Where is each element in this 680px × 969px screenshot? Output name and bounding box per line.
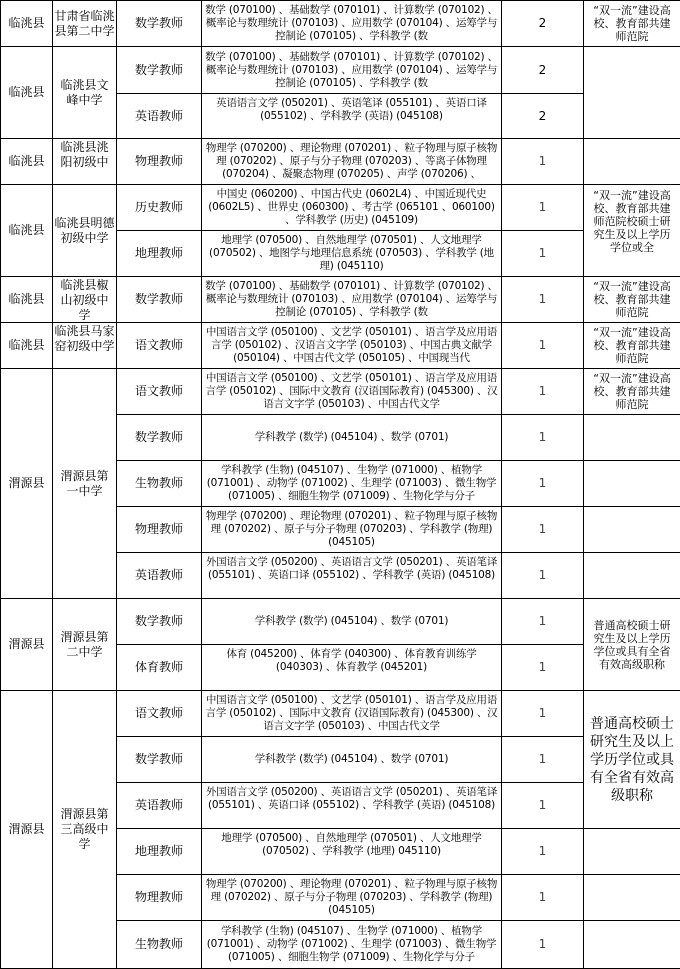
majors-cell: 中国语言文学 (050100) 、文艺学 (050101) 、语言学及应用语言学 (050102) 、国际中文教育 (汉语国际教育) (045300) 、汉语言文字学 (050103) 、中国古代文学 — [202, 369, 502, 415]
position-cell: 物理教师 — [117, 507, 202, 553]
position-cell: 数学教师 — [117, 599, 202, 645]
school-cell: 临洮县椒山初级中学 — [53, 277, 117, 323]
majors-cell: 英语语言文学 (050201) 、英语笔译 (055101) 、英语口译 (055102) 、学科教学 (英语) (045108) — [202, 94, 502, 139]
majors-cell: 学科教学 (生物) (045107) 、生物学 (071000) 、植物学 (071001) 、动物学 (071002) 、生理学 (071003) 、微生物学 (071005) 、细胞生物学 (071009) 、生物化学与分子 — [202, 921, 502, 969]
position-cell: 数学教师 — [117, 47, 202, 94]
county-cell: 临洮县 — [1, 185, 53, 277]
majors-cell: 学科教学 (数学) (045104) 、数学 (0701) — [202, 415, 502, 461]
majors-cell: 数学 (070100) 、基础数学 (070101) 、计算数学 (070102) 、概率论与数理统计 (070103) 、应用数学 (070104) 、运筹学与控制论 (070105) 、学科教学 (数 — [202, 277, 502, 323]
majors-cell: 地理学 (070500) 、自然地理学 (070501) 、人文地理学 (070502) 、地图学与地理信息系统 (070503) 、学科教学 (地理) (045110) — [202, 231, 502, 277]
table-row — [1, 47, 680, 94]
school-cell: 甘肃省临洮县第二中学 — [53, 1, 117, 47]
count-cell: 1 — [502, 829, 584, 875]
requirement-cell — [584, 553, 680, 599]
school-cell: 临洮县洮阳初级中 — [53, 139, 117, 185]
requirement-cell — [584, 461, 680, 507]
table-row — [1, 369, 680, 415]
requirement-cell — [584, 47, 680, 139]
count-cell: 2 — [502, 47, 584, 94]
table-row — [1, 185, 680, 231]
table-row — [1, 691, 680, 737]
county-cell: 渭源县 — [1, 599, 53, 691]
majors-cell: 学科教学 (生物) (045107) 、生物学 (071000) 、植物学 (071001) 、动物学 (071002) 、生理学 (071003) 、微生物学 (071005) 、细胞生物学 (071009) 、生物化学与分子 — [202, 461, 502, 507]
count-cell: 1 — [502, 139, 584, 185]
position-cell: 地理教师 — [117, 829, 202, 875]
county-cell: 临洮县 — [1, 47, 53, 139]
count-cell: 1 — [502, 323, 584, 369]
county-cell: 渭源县 — [1, 369, 53, 599]
position-cell: 语文教师 — [117, 369, 202, 415]
majors-cell: 地理学 (070500) 、自然地理学 (070501) 、人文地理学 (070502) 、学科教学 (地理) 045110) — [202, 829, 502, 875]
count-cell: 1 — [502, 185, 584, 231]
school-cell: 临洮县文峰中学 — [53, 47, 117, 139]
table-row — [1, 139, 680, 185]
requirement-cell — [584, 921, 680, 969]
count-cell: 1 — [502, 461, 584, 507]
school-cell: 渭源县第三高级中学 — [53, 691, 117, 969]
school-cell: 渭源县第二中学 — [53, 599, 117, 691]
count-cell: 1 — [502, 737, 584, 783]
position-cell: 数学教师 — [117, 415, 202, 461]
majors-cell: 中国语言文学 (050100) 、文艺学 (050101) 、语言学及应用语言学 (050102) 、国际中文教育 (汉语国际教育) (045300) 、汉语言文字学 (050103) 、中国古代文学 — [202, 691, 502, 737]
county-cell: 临洮县 — [1, 277, 53, 323]
position-cell: 体育教师 — [117, 645, 202, 691]
position-cell: 语文教师 — [117, 691, 202, 737]
position-cell: 英语教师 — [117, 783, 202, 829]
position-cell: 物理教师 — [117, 875, 202, 921]
majors-cell: 体育 (045200) 、体育学 (040300) 、体育教育训练学 (040303) 、体育教学 (045201) — [202, 645, 502, 691]
position-cell: 物理教师 — [117, 139, 202, 185]
majors-cell: 学科教学 (数学) (045104) 、数学 (0701) — [202, 599, 502, 645]
requirement-cell: “双一流”建设高校、教育部共建师范院 — [584, 1, 680, 47]
position-cell: 历史教师 — [117, 185, 202, 231]
school-cell: 临洮县明德初级中学 — [53, 185, 117, 277]
count-cell: 1 — [502, 277, 584, 323]
count-cell: 1 — [502, 875, 584, 921]
count-cell: 1 — [502, 369, 584, 415]
requirement-cell: “双一流”建设高校、教育部共建师范院 — [584, 369, 680, 415]
county-cell: 渭源县 — [1, 691, 53, 969]
position-cell: 英语教师 — [117, 553, 202, 599]
count-cell: 1 — [502, 507, 584, 553]
majors-cell: 数学 (070100) 、基础数学 (070101) 、计算数学 (070102) 、概率论与数理统计 (070103) 、应用数学 (070104) 、运筹学与控制论 (070105) 、学科教学 (数 — [202, 1, 502, 47]
count-cell: 1 — [502, 415, 584, 461]
requirement-cell — [584, 415, 680, 461]
requirement-cell: “双一流”建设高校、教育部共建师范院 — [584, 323, 680, 369]
county-cell: 临洮县 — [1, 1, 53, 47]
majors-cell: 物理学 (070200) 、理论物理 (070201) 、粒子物理与原子核物理 (070202) 、原子与分子物理 (070203) 、学科教学 (物理) (045105) — [202, 875, 502, 921]
requirement-cell: 普通高校硕士研究生及以上学历学位或具有全省有效高级职称 — [584, 691, 680, 829]
position-cell: 地理教师 — [117, 231, 202, 277]
requirement-cell — [584, 139, 680, 185]
position-cell: 数学教师 — [117, 1, 202, 47]
school-cell: 临洮县马家窑初级中学 — [53, 323, 117, 369]
position-cell: 生物教师 — [117, 461, 202, 507]
requirement-cell — [584, 875, 680, 921]
requirement-cell: 普通高校硕士研究生及以上学历学位或具有全省有效高级职称 — [584, 599, 680, 691]
requirement-cell — [584, 829, 680, 875]
position-cell: 语文教师 — [117, 323, 202, 369]
majors-cell: 外国语言文学 (050200) 、英语语言文学 (050201) 、英语笔译 (055101) 、英语口译 (055102) 、学科教学 (英语) (045108) — [202, 783, 502, 829]
count-cell: 2 — [502, 1, 584, 47]
table-row — [1, 1, 680, 47]
county-cell: 临洮县 — [1, 139, 53, 185]
majors-cell: 中国语言文学 (050100) 、文艺学 (050101) 、语言学及应用语言学 (050102) 、汉语言文字学 (050103) 、中国古典文献学 (050104) 、中国古代文学 (050105) 、中国现当代 — [202, 323, 502, 369]
county-cell: 临洮县 — [1, 323, 53, 369]
majors-cell: 数学 (070100) 、基础数学 (070101) 、计算数学 (070102) 、概率论与数理统计 (070103) 、应用数学 (070104) 、运筹学与控制论 (070105) 、学科教学 (数 — [202, 47, 502, 94]
position-cell: 英语教师 — [117, 94, 202, 139]
requirement-cell: “双一流”建设高校、教育部共建师范院 — [584, 277, 680, 323]
count-cell: 1 — [502, 921, 584, 969]
table-row — [1, 323, 680, 369]
count-cell: 1 — [502, 599, 584, 645]
table-row — [1, 277, 680, 323]
majors-cell: 物理学 (070200) 、理论物理 (070201) 、粒子物理与原子核物理 (070202) 、原子与分子物理 (070203) 、等离子体物理 (070204) 、凝聚态物理 (070205) 、声学 (070206) 、 — [202, 139, 502, 185]
count-cell: 2 — [502, 94, 584, 139]
requirement-cell: “双一流”建设高校、教育部共建师范院校硕士研究生及以上学历学位或全 — [584, 185, 680, 277]
count-cell: 1 — [502, 783, 584, 829]
count-cell: 1 — [502, 691, 584, 737]
position-cell: 生物教师 — [117, 921, 202, 969]
count-cell: 1 — [502, 645, 584, 691]
position-cell: 数学教师 — [117, 737, 202, 783]
majors-cell: 外国语言文学 (050200) 、英语语言文学 (050201) 、英语笔译 (055101) 、英语口译 (055102) 、学科教学 (英语) (045108) — [202, 553, 502, 599]
table-row — [1, 599, 680, 645]
majors-cell: 中国史 (060200) 、中国古代史 (0602L4) 、中国近现代史 (0602L5) 、世界史 (060300) 、考古学 (065101 、060100) 、学科教学 (历史) (045109) — [202, 185, 502, 231]
majors-cell: 学科教学 (数学) (045104) 、数学 (0701) — [202, 737, 502, 783]
position-cell: 数学教师 — [117, 277, 202, 323]
count-cell: 1 — [502, 231, 584, 277]
school-cell: 渭源县第一中学 — [53, 369, 117, 599]
majors-cell: 物理学 (070200) 、理论物理 (070201) 、粒子物理与原子核物理 (070202) 、原子与分子物理 (070203) 、学科教学 (物理) (045105) — [202, 507, 502, 553]
requirement-cell — [584, 507, 680, 553]
count-cell: 1 — [502, 553, 584, 599]
